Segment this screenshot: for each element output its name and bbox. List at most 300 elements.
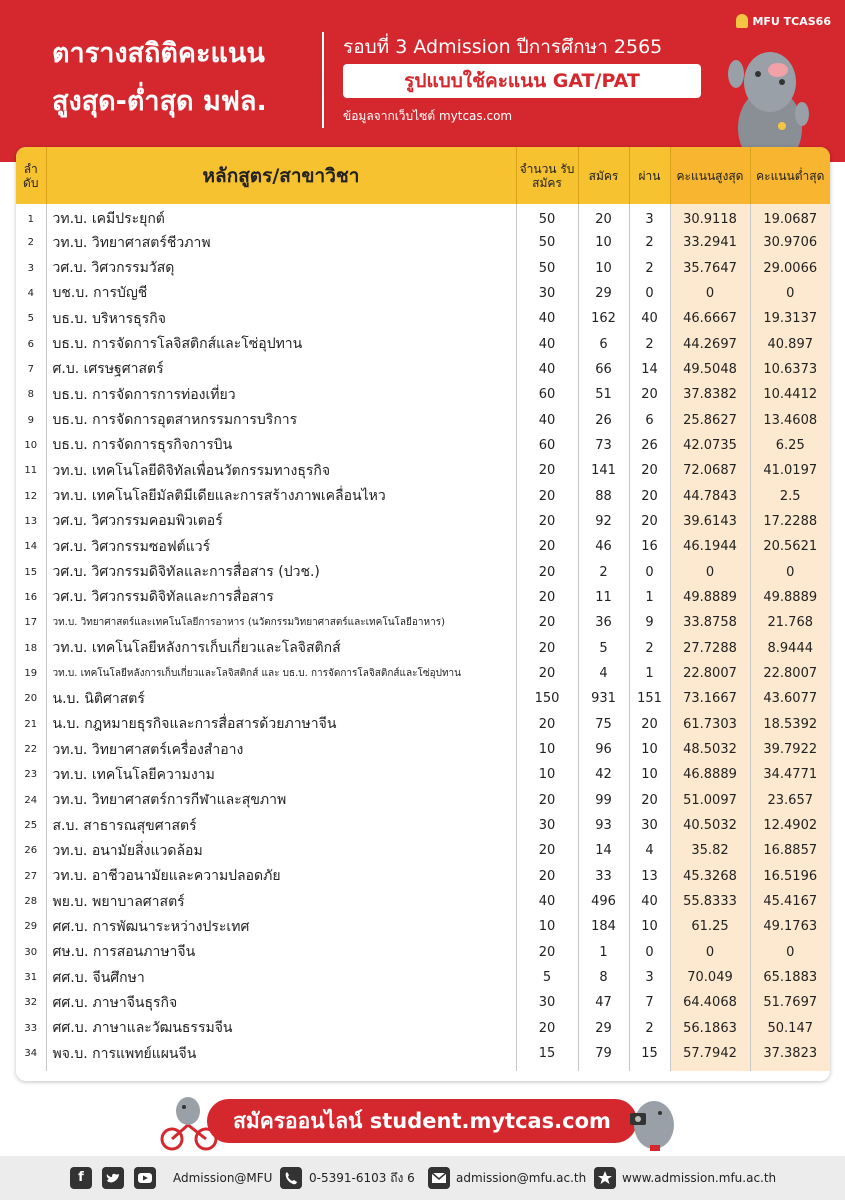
min-score: 37.3823 [750,1041,830,1066]
table-row [16,712,830,737]
passed-count: 0 [629,559,670,584]
mfu-logo-icon [736,14,748,28]
seats-count: 10 [516,914,578,939]
passed-count: 16 [629,534,670,559]
seats-count: 20 [516,610,578,635]
min-score: 22.8007 [750,661,830,686]
min-score: 0 [750,940,830,965]
program-name: บธ.บ. การจัดการการท่องเที่ยว [46,382,516,407]
program-name: วท.บ. เคมีประยุกต์ [46,204,516,230]
program-name: น.บ. กฎหมายธุรกิจและการสื่อสารด้วยภาษาจีน [46,712,516,737]
program-name: วท.บ. เทคโนโลยีมัลติมีเดียและการสร้างภาพเคลื่อนไหว [46,483,516,508]
facebook-icon[interactable]: f [70,1167,92,1189]
table-row [16,585,830,610]
max-score: 27.7288 [670,636,750,661]
title-line-1: ตารางสถิติคะแนน [52,38,265,69]
row-number: 31 [16,965,46,990]
seats-count: 40 [516,889,578,914]
spacer-cell [46,1066,516,1071]
max-score: 57.7942 [670,1041,750,1066]
max-score: 46.8889 [670,762,750,787]
applicants-count: 29 [578,1016,629,1041]
passed-count: 2 [629,1016,670,1041]
table-row [16,940,830,965]
program-name: วศ.บ. วิศวกรรมคอมพิวเตอร์ [46,509,516,534]
min-score: 6.25 [750,433,830,458]
max-score: 33.8758 [670,610,750,635]
program-name: วศ.บ. วิศวกรรมซอฟต์แวร์ [46,534,516,559]
min-score: 18.5392 [750,712,830,737]
score-table-card [16,147,830,1081]
seats-count: 20 [516,458,578,483]
applicants-count: 66 [578,357,629,382]
applicants-count: 162 [578,306,629,331]
seats-count: 20 [516,1016,578,1041]
source-note: ข้อมูลจากเว็บไซต์ mytcas.com [343,109,513,123]
seats-count: 20 [516,838,578,863]
row-number: 30 [16,940,46,965]
applicants-count: 11 [578,585,629,610]
spacer-cell [516,1066,578,1071]
max-score: 49.8889 [670,585,750,610]
applicants-count: 99 [578,788,629,813]
table-row [16,509,830,534]
seats-count: 40 [516,331,578,356]
row-number: 4 [16,281,46,306]
min-score: 30.9706 [750,230,830,255]
page-title [52,30,312,126]
applicants-count: 33 [578,864,629,889]
max-score: 48.5032 [670,737,750,762]
table-body [16,204,830,1071]
row-number: 8 [16,382,46,407]
row-number: 2 [16,230,46,255]
min-score: 49.1763 [750,914,830,939]
table-row [16,357,830,382]
min-score: 0 [750,281,830,306]
passed-count: 20 [629,483,670,508]
program-name: บช.บ. การบัญชี [46,281,516,306]
min-score: 10.6373 [750,357,830,382]
row-number: 9 [16,407,46,432]
passed-count: 20 [629,458,670,483]
table-row [16,737,830,762]
row-number: 27 [16,864,46,889]
spacer-cell [670,1066,750,1071]
footer-bar [0,1156,845,1200]
max-score: 22.8007 [670,661,750,686]
max-score: 46.1944 [670,534,750,559]
apply-online-link[interactable]: สมัครออนไลน์ student.mytcas.com [207,1099,637,1143]
program-name: วท.บ. เทคโนโลยีหลังการเก็บเกี่ยวและโลจิสติกส์ และ บธ.บ. การจัดการโลจิสติกส์และโซ่อุปทาน [46,661,516,686]
applicants-count: 73 [578,433,629,458]
passed-count: 40 [629,306,670,331]
passed-count: 2 [629,230,670,255]
table-row [16,610,830,635]
phone-icon [280,1167,302,1189]
program-name: วศ.บ. วิศวกรรมวัสดุ [46,255,516,280]
seats-count: 30 [516,990,578,1015]
program-name: วท.บ. วิทยาศาสตร์ชีวภาพ [46,230,516,255]
applicants-count: 2 [578,559,629,584]
mole-mascot-icon [722,30,812,162]
max-score: 55.8333 [670,889,750,914]
program-name: บธ.บ. การจัดการอุตสาหกรรมการบริการ [46,407,516,432]
program-name: วท.บ. วิทยาศาสตร์เครื่องสำอาง [46,737,516,762]
row-number: 6 [16,331,46,356]
seats-count: 40 [516,357,578,382]
min-score: 23.657 [750,788,830,813]
website-link[interactable]: www.admission.mfu.ac.th [622,1171,777,1185]
brand-label [736,14,831,28]
applicants-count: 29 [578,281,629,306]
passed-count: 2 [629,636,670,661]
table-row [16,686,830,711]
applicants-count: 42 [578,762,629,787]
seats-count: 20 [516,483,578,508]
row-number: 11 [16,458,46,483]
row-number: 19 [16,661,46,686]
program-name: บธ.บ. การจัดการธุรกิจการบิน [46,433,516,458]
min-score: 8.9444 [750,636,830,661]
row-number: 14 [16,534,46,559]
program-name: วท.บ. เทคโนโลยีความงาม [46,762,516,787]
max-score: 42.0735 [670,433,750,458]
max-score: 44.2697 [670,331,750,356]
passed-count: 9 [629,610,670,635]
seats-count: 50 [516,255,578,280]
max-score: 45.3268 [670,864,750,889]
seats-count: 10 [516,737,578,762]
header-passed: ผ่าน [629,147,670,204]
spacer-cell [750,1066,830,1071]
passed-count: 2 [629,331,670,356]
applicants-count: 10 [578,230,629,255]
header-applicants: สมัคร [578,147,629,204]
table-row [16,864,830,889]
seats-count: 30 [516,813,578,838]
program-name: วท.บ. วิทยาศาสตร์การกีฬาและสุขภาพ [46,788,516,813]
table-row [16,559,830,584]
seats-count: 50 [516,204,578,230]
row-number: 33 [16,1016,46,1041]
max-score: 56.1863 [670,1016,750,1041]
table-row [16,965,830,990]
applicants-count: 496 [578,889,629,914]
max-score: 30.9118 [670,204,750,230]
youtube-icon[interactable] [134,1167,156,1189]
table-row [16,204,830,230]
passed-count: 10 [629,762,670,787]
max-score: 70.049 [670,965,750,990]
table-row [16,788,830,813]
max-score: 51.0097 [670,788,750,813]
applicants-count: 79 [578,1041,629,1066]
table-row [16,433,830,458]
round-label: รอบที่ 3 Admission ปีการศึกษา 2565 [343,36,663,58]
star-icon [594,1167,616,1189]
applicants-count: 51 [578,382,629,407]
seats-count: 20 [516,940,578,965]
email-icon [428,1167,450,1189]
table-row [16,458,830,483]
passed-count: 20 [629,509,670,534]
applicants-count: 26 [578,407,629,432]
min-score: 10.4412 [750,382,830,407]
min-score: 19.0687 [750,204,830,230]
max-score: 0 [670,940,750,965]
passed-count: 7 [629,990,670,1015]
header-seats: จำนวน รับสมัคร [516,147,578,204]
min-score: 21.768 [750,610,830,635]
seats-count: 20 [516,712,578,737]
min-score: 2.5 [750,483,830,508]
seats-count: 40 [516,407,578,432]
min-score: 17.2288 [750,509,830,534]
title-line-2: สูงสุด-ต่ำสุด มฟล. [52,86,267,117]
passed-count: 20 [629,712,670,737]
applicants-count: 20 [578,204,629,230]
max-score: 64.4068 [670,990,750,1015]
row-number: 22 [16,737,46,762]
seats-count: 150 [516,686,578,711]
seats-count: 60 [516,382,578,407]
min-score: 51.7697 [750,990,830,1015]
table-row [16,838,830,863]
applicants-count: 47 [578,990,629,1015]
seats-count: 20 [516,534,578,559]
seats-count: 20 [516,636,578,661]
score-table [16,147,830,1071]
table-row [16,1041,830,1066]
program-name: วศ.บ. วิศวกรรมดิจิทัลและการสื่อสาร (ปวช.) [46,559,516,584]
table-row [16,382,830,407]
min-score: 16.5196 [750,864,830,889]
row-number: 3 [16,255,46,280]
program-name: พย.บ. พยาบาลศาสตร์ [46,889,516,914]
passed-count: 10 [629,737,670,762]
table-row [16,483,830,508]
min-score: 34.4771 [750,762,830,787]
twitter-icon[interactable] [102,1167,124,1189]
row-number: 29 [16,914,46,939]
program-name: วท.บ. เทคโนโลยีดิจิทัลเพื่อนวัตกรรมทางธุรกิจ [46,458,516,483]
table-row [16,889,830,914]
spacer-cell [16,1066,46,1071]
row-number: 7 [16,357,46,382]
table-row [16,534,830,559]
program-name: ศษ.บ. การสอนภาษาจีน [46,940,516,965]
social-handle[interactable]: Admission@MFU [173,1171,273,1185]
seats-count: 20 [516,585,578,610]
seats-count: 10 [516,762,578,787]
apply-banner-area [0,1085,845,1153]
applicants-count: 6 [578,331,629,356]
applicants-count: 46 [578,534,629,559]
passed-count: 20 [629,788,670,813]
passed-count: 10 [629,914,670,939]
header-program: หลักสูตร/สาขาวิชา [46,147,516,204]
table-row [16,281,830,306]
seats-count: 20 [516,559,578,584]
table-row [16,331,830,356]
max-score: 44.7843 [670,483,750,508]
passed-count: 151 [629,686,670,711]
spacer-cell [578,1066,629,1071]
min-score: 16.8857 [750,838,830,863]
format-badge: รูปแบบใช้คะแนน GAT/PAT [343,64,701,98]
applicants-count: 88 [578,483,629,508]
applicants-count: 93 [578,813,629,838]
header-min-score: คะแนนต่ำสุด [750,147,830,204]
applicants-count: 1 [578,940,629,965]
max-score: 33.2941 [670,230,750,255]
applicants-count: 8 [578,965,629,990]
row-number: 26 [16,838,46,863]
max-score: 0 [670,559,750,584]
min-score: 20.5621 [750,534,830,559]
seats-count: 20 [516,509,578,534]
row-number: 17 [16,610,46,635]
passed-count: 6 [629,407,670,432]
table-row [16,762,830,787]
table-row [16,661,830,686]
passed-count: 40 [629,889,670,914]
row-number: 23 [16,762,46,787]
row-number: 25 [16,813,46,838]
min-score: 45.4167 [750,889,830,914]
table-row [16,636,830,661]
min-score: 41.0197 [750,458,830,483]
seats-count: 5 [516,965,578,990]
passed-count: 1 [629,585,670,610]
row-number: 16 [16,585,46,610]
seats-count: 40 [516,306,578,331]
passed-count: 0 [629,940,670,965]
social-icons [70,1167,156,1189]
row-number: 20 [16,686,46,711]
program-name: วท.บ. อนามัยสิ่งแวดล้อม [46,838,516,863]
min-score: 12.4902 [750,813,830,838]
table-row [16,407,830,432]
applicants-count: 141 [578,458,629,483]
program-name: วศ.บ. วิศวกรรมดิจิทัลและการสื่อสาร [46,585,516,610]
header-max-score: คะแนนสูงสุด [670,147,750,204]
passed-count: 13 [629,864,670,889]
program-name: วท.บ. เทคโนโลยีหลังการเก็บเกี่ยวและโลจิสติกส์ [46,636,516,661]
max-score: 61.25 [670,914,750,939]
row-number: 15 [16,559,46,584]
min-score: 0 [750,559,830,584]
min-score: 49.8889 [750,585,830,610]
row-number: 5 [16,306,46,331]
min-score: 19.3137 [750,306,830,331]
max-score: 46.6667 [670,306,750,331]
seats-count: 50 [516,230,578,255]
mole-camera-icon [624,1089,680,1151]
email-address[interactable]: admission@mfu.ac.th [456,1171,587,1185]
max-score: 49.5048 [670,357,750,382]
table-row [16,255,830,280]
table-row [16,813,830,838]
applicants-count: 75 [578,712,629,737]
passed-count: 14 [629,357,670,382]
applicants-count: 5 [578,636,629,661]
program-name: บธ.บ. การจัดการโลจิสติกส์และโซ่อุปทาน [46,331,516,356]
table-header-row [16,147,830,204]
max-score: 39.6143 [670,509,750,534]
max-score: 40.5032 [670,813,750,838]
min-score: 29.0066 [750,255,830,280]
program-name: ศศ.บ. ภาษาและวัฒนธรรมจีน [46,1016,516,1041]
applicants-count: 96 [578,737,629,762]
min-score: 65.1883 [750,965,830,990]
passed-count: 0 [629,281,670,306]
table-row [16,914,830,939]
program-name: ศ.บ. เศรษฐศาสตร์ [46,357,516,382]
applicants-count: 14 [578,838,629,863]
applicants-count: 931 [578,686,629,711]
max-score: 0 [670,281,750,306]
row-number: 1 [16,204,46,230]
max-score: 61.7303 [670,712,750,737]
seats-count: 15 [516,1041,578,1066]
header-banner [0,0,845,162]
program-name: พจ.บ. การแพทย์แผนจีน [46,1041,516,1066]
seats-count: 30 [516,281,578,306]
min-score: 13.4608 [750,407,830,432]
applicants-count: 92 [578,509,629,534]
program-name: น.บ. นิติศาสตร์ [46,686,516,711]
passed-count: 30 [629,813,670,838]
row-number: 28 [16,889,46,914]
table-bottom-spacer [16,1066,830,1071]
applicants-count: 4 [578,661,629,686]
spacer-cell [629,1066,670,1071]
phone-number[interactable]: 0-5391-6103 ถึง 6 [309,1170,415,1185]
table-row [16,306,830,331]
passed-count: 1 [629,661,670,686]
seats-count: 20 [516,864,578,889]
passed-count: 26 [629,433,670,458]
row-number: 32 [16,990,46,1015]
program-name: ศศ.บ. จีนศึกษา [46,965,516,990]
max-score: 25.8627 [670,407,750,432]
passed-count: 15 [629,1041,670,1066]
header-no: ลำ ดับ [16,147,46,204]
max-score: 37.8382 [670,382,750,407]
program-name: ส.บ. สาธารณสุขศาสตร์ [46,813,516,838]
program-name: บธ.บ. บริหารธุรกิจ [46,306,516,331]
min-score: 40.897 [750,331,830,356]
table-row [16,230,830,255]
min-score: 39.7922 [750,737,830,762]
table-row [16,1016,830,1041]
row-number: 18 [16,636,46,661]
seats-count: 20 [516,661,578,686]
min-score: 43.6077 [750,686,830,711]
header-divider [322,32,324,128]
seats-count: 20 [516,788,578,813]
max-score: 35.82 [670,838,750,863]
row-number: 13 [16,509,46,534]
passed-count: 3 [629,204,670,230]
program-name: ศศ.บ. ภาษาจีนธุรกิจ [46,990,516,1015]
row-number: 21 [16,712,46,737]
program-name: วท.บ. อาชีวอนามัยและความปลอดภัย [46,864,516,889]
max-score: 72.0687 [670,458,750,483]
table-row [16,990,830,1015]
